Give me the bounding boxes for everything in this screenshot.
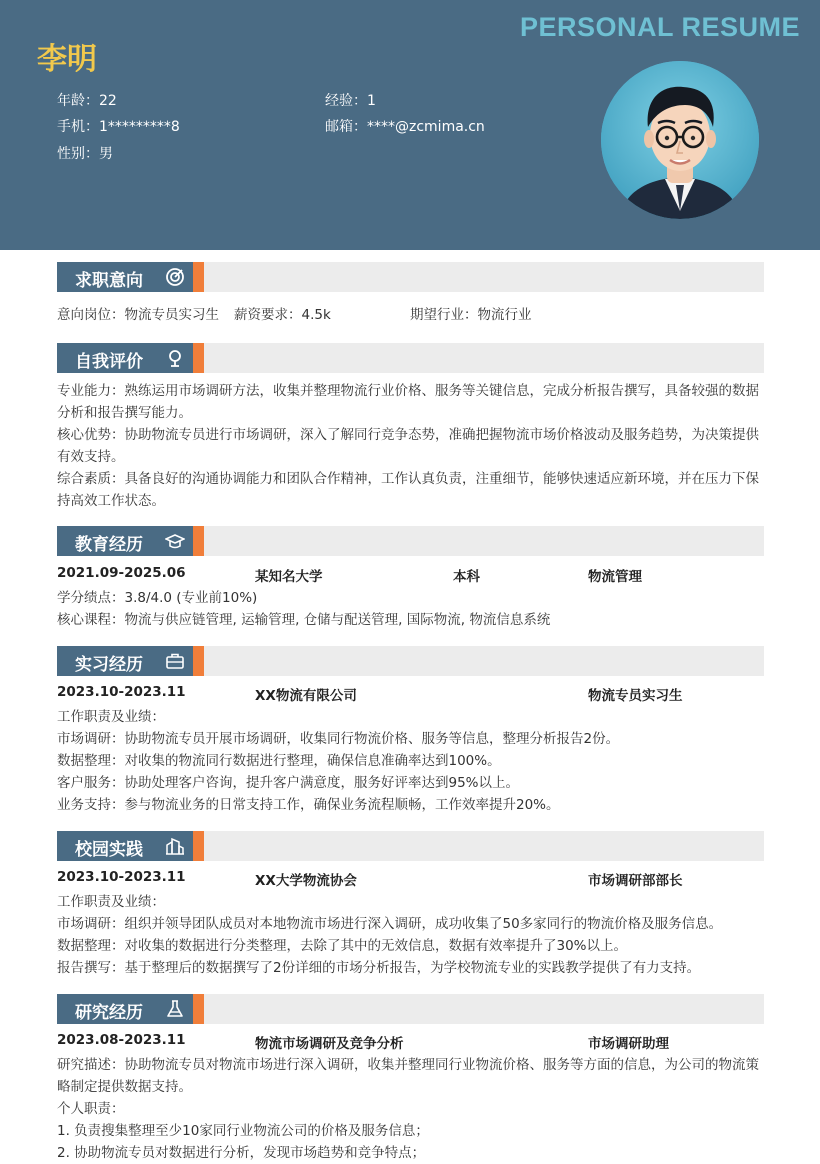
section-header-self-eval — [57, 343, 764, 373]
research-role: 市场调研助理 — [588, 1036, 669, 1052]
research-duties-label: 个人职责： — [57, 1101, 125, 1117]
campus-line: 工作职责及业绩： — [57, 894, 165, 910]
internship-role: 物流专员实习生 — [588, 688, 683, 704]
portrait-image — [601, 61, 759, 219]
section-title: 教育经历 — [75, 535, 143, 555]
self-eval-item: 专业能力：熟练运用市场调研方法，收集并整理物流行业价格、服务等关键信息，完成分析报告撰写，具备较强的数据分析和报告撰写能力。 — [57, 383, 759, 421]
intent-industry: 期望行业：物流行业 — [410, 307, 532, 323]
campus-role: 市场调研部部长 — [588, 873, 683, 889]
section-accent — [193, 994, 204, 1024]
section-header-education — [57, 526, 764, 556]
research-duty: 1. 负责搜集整理至少10家同行业物流公司的价格及服务信息； — [57, 1123, 429, 1139]
section-accent — [193, 646, 204, 676]
header-title: PERSONAL RESUME — [519, 12, 800, 42]
campus-line: 数据整理：对收集的数据进行分类整理，去除了其中的无效信息，数据有效率提升了30%以上。 — [57, 938, 628, 954]
flask-icon — [165, 999, 185, 1019]
section-header-intent — [57, 262, 764, 292]
self-eval-item: 核心优势：协助物流专员进行市场调研，深入了解同行竞争态势，准确把握物流市场价格波动及服务趋势，为决策提供有效支持。 — [57, 427, 759, 465]
internship-line: 工作职责及业绩： — [57, 709, 165, 725]
phone-field: 手机：1*********8 — [57, 119, 180, 135]
research-description: 研究描述：协助物流专员对物流市场进行深入调研，收集并整理同行业物流价格、服务等方面的信息，为公司的物流策略制定提供数据支持。 — [57, 1057, 759, 1095]
research-project: 物流市场调研及竞争分析 — [255, 1036, 404, 1052]
internship-line: 数据整理：对收集的物流同行数据进行整理，确保信息准确率达到100%。 — [57, 753, 501, 769]
self-eval-item: 综合素质：具备良好的沟通协调能力和团队合作精神，工作认真负责，注重细节，能够快速适应新环境，并在压力下保持高效工作状态。 — [57, 471, 759, 509]
education-degree: 本科 — [453, 569, 480, 585]
section-title: 研究经历 — [75, 1003, 143, 1023]
campus-row — [57, 867, 764, 889]
gender-field: 性别：男 — [57, 146, 113, 162]
campus-date: 2023.10-2023.11 — [57, 869, 186, 885]
building-icon — [165, 836, 185, 856]
section-title: 求职意向 — [75, 271, 143, 291]
section-accent — [193, 262, 204, 292]
research-row — [57, 1030, 764, 1052]
education-gpa: 学分绩点：3.8/4.0 (专业前10%) — [57, 590, 258, 606]
education-date: 2021.09-2025.06 — [57, 565, 186, 581]
experience-field: 经验：1 — [325, 93, 376, 109]
section-title: 实习经历 — [75, 655, 143, 675]
section-title: 自我评价 — [75, 352, 143, 372]
candidate-name: 李明 — [37, 42, 97, 77]
section-header-research — [57, 994, 764, 1024]
education-courses: 核心课程：物流与供应链管理, 运输管理, 仓储与配送管理, 国际物流, 物流信息系统 — [57, 612, 551, 628]
internship-row — [57, 682, 764, 704]
internship-date: 2023.10-2023.11 — [57, 684, 186, 700]
intent-salary: 薪资要求：4.5k — [234, 307, 331, 323]
campus-line: 报告撰写：基于整理后的数据撰写了2份详细的市场分析报告，为学校物流专业的实践教学提供了有力支持。 — [57, 960, 701, 976]
internship-company: XX物流有限公司 — [255, 688, 357, 704]
education-school: 某知名大学 — [255, 569, 323, 585]
award-icon — [165, 348, 185, 368]
internship-line: 市场调研：协助物流专员开展市场调研，收集同行物流价格、服务等信息，整理分析报告2份。 — [57, 731, 620, 747]
education-major: 物流管理 — [588, 569, 642, 585]
section-accent — [193, 343, 204, 373]
research-date: 2023.08-2023.11 — [57, 1032, 186, 1048]
section-title: 校园实践 — [75, 840, 143, 860]
age-field: 年龄：22 — [57, 93, 117, 109]
education-row — [57, 563, 764, 585]
research-duty: 2. 协助物流专员对数据进行分析，发现市场趋势和竞争特点； — [57, 1145, 426, 1161]
section-accent — [193, 831, 204, 861]
intent-position: 意向岗位：物流专员实习生 — [57, 307, 219, 323]
internship-line: 业务支持：参与物流业务的日常支持工作，确保业务流程顺畅，工作效率提升20%。 — [57, 797, 560, 813]
section-header-internship — [57, 646, 764, 676]
graduation-cap-icon — [165, 531, 185, 551]
internship-line: 客户服务：协助处理客户咨询，提升客户满意度，服务好评率达到95%以上。 — [57, 775, 520, 791]
campus-line: 市场调研：组织并领导团队成员对本地物流市场进行深入调研，成功收集了50多家同行的物流价格及服务信息。 — [57, 916, 723, 932]
campus-org: XX大学物流协会 — [255, 873, 357, 889]
target-icon — [165, 267, 185, 287]
email-field: 邮箱：****@zcmima.cn — [325, 119, 485, 135]
briefcase-icon — [165, 651, 185, 671]
section-accent — [193, 526, 204, 556]
avatar — [601, 61, 759, 219]
resume-header — [0, 0, 820, 250]
section-header-campus — [57, 831, 764, 861]
